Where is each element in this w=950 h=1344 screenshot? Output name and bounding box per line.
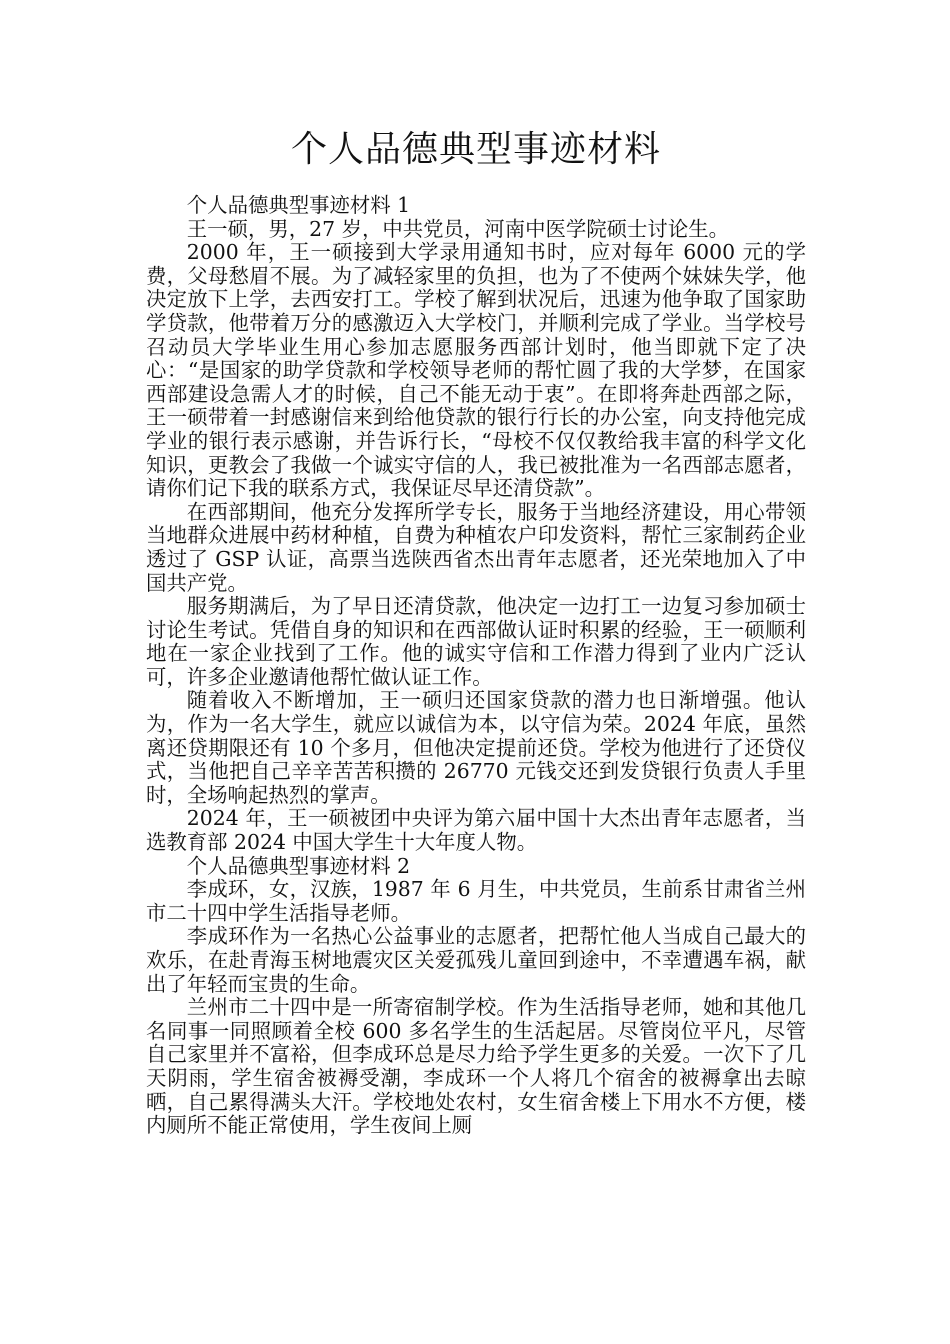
paragraph: 王一硕，男，27 岁，中共党员，河南中医学院硕士讨论生。 — [186, 216, 729, 241]
paragraph: 服务期满后，为了早日还清贷款，他决定一边打工一边复习参加硕士讨论生考试。凭借自身的知识和在西部做认证时积累的经验，王一硕顺利地在一家企业找到了工作。他的诚实守信和工作潜力得到了业内广泛认可，许多企业邀请他帮忙做认证工作。 — [146, 594, 806, 689]
section-heading-1: 个人品德典型事迹材料 1 — [186, 193, 411, 217]
document-title: 个人品德典型事迹材料 — [290, 129, 661, 170]
paragraph: 在西部期间，他充分发挥所学专长，服务于当地经济建设，用心带领当地群众进展中药材种植，自费为种植农户印发资料，帮忙三家制药企业透过了 GSP 认证，高票当选陕西省杰出青年志愿者，还光荣地加入了中国共产党。 — [146, 499, 806, 595]
paragraph: 随着收入不断增加，王一硕归还国家贷款的潜力也日渐增强。他认为，作为一名大学生，就应以诚信为本，以守信为荣。2024 年底，虽然离还贷期限还有 10 个多月，但他决定提前还贷。学校为他进行了还贷仪式，当他把自己辛辛苦苦积攒的 26770 元钱交还到发贷银行负责人手里时，全场响起热烈的掌声。 — [146, 688, 806, 807]
paragraph: 李成环作为一名热心公益事业的志愿者，把帮忙他人当成自己最大的欢乐，在赴青海玉树地震灾区关爱孤残儿童回到途中，不幸遭遇车祸，献出了年轻而宝贵的生命。 — [146, 924, 806, 996]
paragraph: 兰州市二十四中是一所寄宿制学校。作为生活指导老师，她和其他几名同事一同照顾着全校 600 多名学生的生活起居。尽管岗位平凡，尽管自己家里并不富裕，但李成环总是尽力给予学生更多的关爱。一次下了几天阴雨，学生宿舍被褥受潮，李成环一个人将几个宿舍的被褥拿出去晾晒，自己累得满头大汗。学校地处农村，女生宿舍楼上下用水不方便，楼内厕所不能正常使用，学生夜间上厕 — [146, 995, 806, 1138]
document-body — [146, 194, 806, 1138]
paragraph: 2024 年，王一硕被团中央评为第六届中国十大杰出青年志愿者，当选教育部 2024 中国大学生十大年度人物。 — [146, 806, 806, 855]
document-page — [146, 0, 806, 1138]
section-heading-2: 个人品德典型事迹材料 2 — [186, 853, 411, 878]
paragraph: 2000 年，王一硕接到大学录用通知书时，应对每年 6000 元的学费，父母愁眉不展。为了减轻家里的负担，也为了不使两个妹妹失学，他决定放下上学，去西安打工。学校了解到状况后，迅速为他争取了国家助学贷款，他带着万分的感激迈入大学校门，并顺利完成了学业。当学校号召动员大学毕业生用心参加志愿服务西部计划时，他当即就下定了决心：“是国家的助学贷款和学校领导老师的帮忙圆了我的大学梦，在国家西部建设急需人才的时候，自己不能无动于衷”。在即将奔赴西部之际，王一硕带着一封感谢信来到给他贷款的银行行长的办公室，向支持他完成学业的银行表示感谢，并告诉行长，“母校不仅仅教给我丰富的科学文化知识，更教会了我做一个诚实守信的人，我已被批准为一名西部志愿者，请你们记下我的联系方式，我保证尽早还清贷款”。 — [146, 240, 806, 501]
paragraph: 李成环，女，汉族，1987 年 6 月生，中共党员，生前系甘肃省兰州市二十四中学生活指导老师。 — [146, 877, 806, 925]
